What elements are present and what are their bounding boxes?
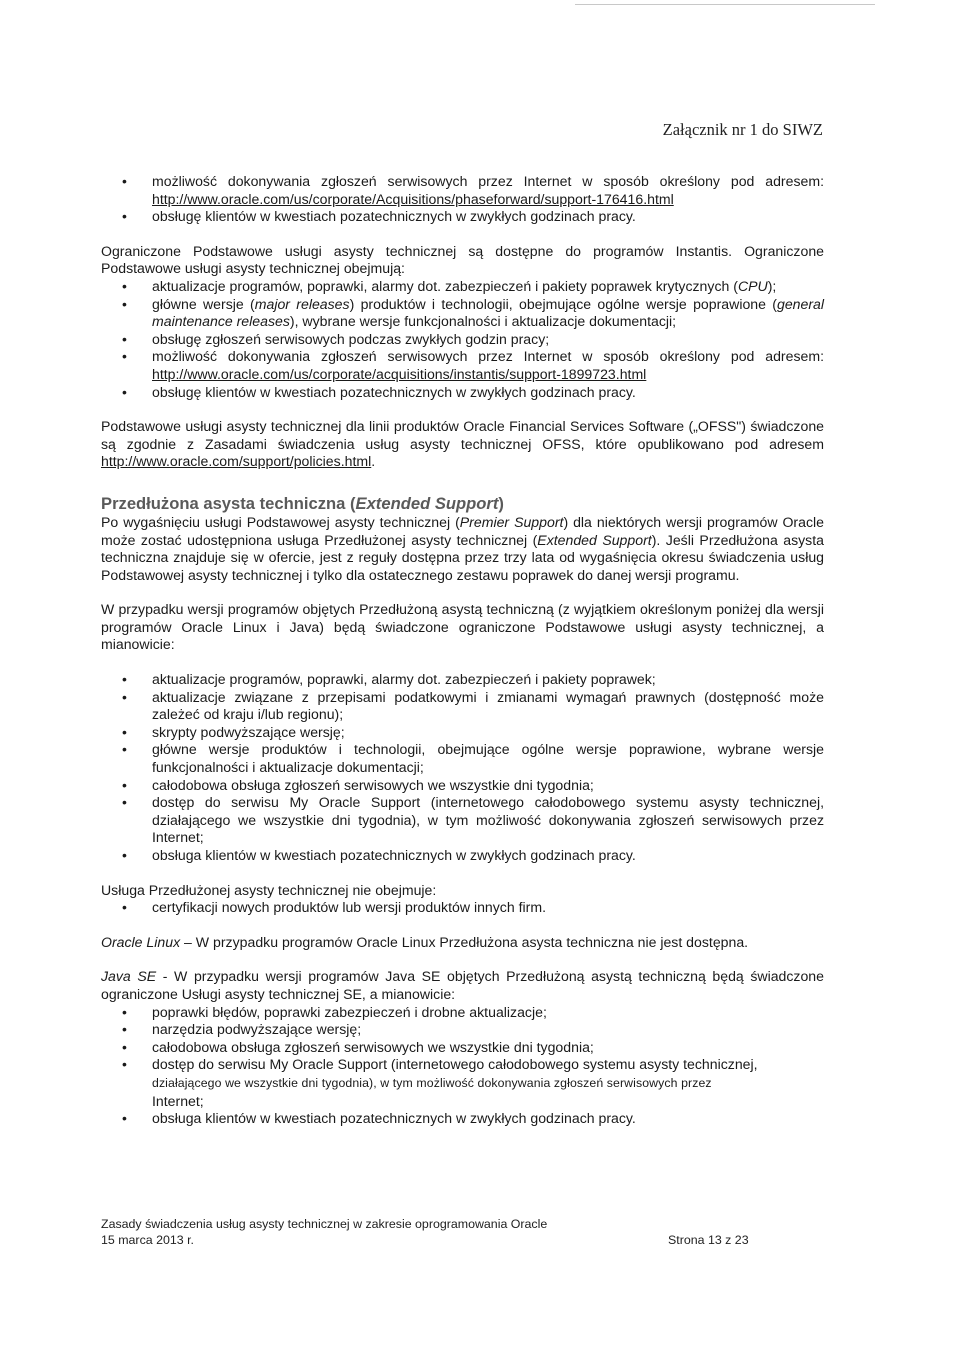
extended-paragraph-2: W przypadku wersji programów objętych Przedłużoną asystą techniczną (z wyjątkiem określonym poniżej dla wersji programów Oracle Linux i Java) będą świadczone ograniczone Podstawowe usługi asysty technicznej, a mianowicie: <box>101 601 824 653</box>
list-item: • dostęp do serwisu My Oracle Support (internetowego całodobowego systemu asysty technicznej, działającego we wszystkie dni tygodnia), w tym możliwość dokonywania zgłoszeń serwisowych przez Internet; <box>101 1056 824 1110</box>
list-item: • obsługa klientów w kwestiach pozatechnicznych w zwykłych godzinach pracy. <box>101 847 824 865</box>
page-number: Strona 13 z 23 <box>668 1233 749 1247</box>
list-item: • obsługa klientów w kwestiach pozatechnicznych w zwykłych godzinach pracy. <box>101 1110 824 1128</box>
list-item: • aktualizacje programów, poprawki, alarmy dot. zabezpieczeń i pakiety poprawek krytycznych (CPU); <box>101 278 824 296</box>
document-body <box>101 173 824 1128</box>
ofss-paragraph: Podstawowe usługi asysty technicznej dla linii produktów Oracle Financial Services Software („OFSS") świadczone są zgodnie z Zasadami świadczenia usług asysty technicznej OFSS, które opublikowano pod adresem http://www.oracle.com/support/policies.html. <box>101 418 824 470</box>
attachment-header: Załącznik nr 1 do SIWZ <box>662 120 823 139</box>
exclusions-list <box>101 899 824 917</box>
list-item: • całodobowa obsługa zgłoszeń serwisowych we wszystkie dni tygodnia; <box>101 777 824 795</box>
footer-date: 15 marca 2013 r. <box>101 1233 194 1247</box>
list-item: • certyfikacji nowych produktów lub wersji produktów innych firm. <box>101 899 824 917</box>
list-item: • aktualizacje programów, poprawki, alarmy dot. zabezpieczeń i pakiety poprawek; <box>101 671 824 689</box>
list-item: • główne wersje (major releases) produktów i technologii, obejmujące ogólne wersje poprawione (general maintenance releases), wybrane wersje funkcjonalności i aktualizacje dokumentacji; <box>101 296 824 331</box>
oracle-linux-paragraph: Oracle Linux – W przypadku programów Oracle Linux Przedłużona asysta techniczna nie jest dostępna. <box>101 933 749 950</box>
list-item: • możliwość dokonywania zgłoszeń serwisowych przez Internet w sposób określony pod adresem: http://www.oracle.com/us/corporate/acquisitions/instantis/support-1899723.html <box>101 348 824 383</box>
list-item: • skrypty podwyższające wersję; <box>101 724 824 742</box>
ofss-policies-link[interactable]: http://www.oracle.com/support/policies.html <box>101 453 372 470</box>
instantis-intro: Ograniczone Podstawowe usługi asysty technicznej są dostępne do programów Instantis. Ograniczone Podstawowe usługi asysty technicznej obejmują: <box>101 242 824 277</box>
extended-support-heading: Przedłużona asysta techniczna (Extended Support) <box>101 493 504 513</box>
top-list <box>101 173 824 226</box>
list-item: • obsługę klientów w kwestiach pozatechnicznych w zwykłych godzinach pracy. <box>101 384 824 402</box>
list-item: • obsługę zgłoszeń serwisowych podczas zwykłych godzin pracy; <box>101 331 824 349</box>
list-item: • całodobowa obsługa zgłoszeń serwisowych we wszystkie dni tygodnia; <box>101 1039 824 1057</box>
exclusions-intro: Usługa Przedłużonej asysty technicznej nie obejmuje: <box>101 881 437 898</box>
list-item: • główne wersje produktów i technologii, obejmujące ogólne wersje poprawione, wybrane wersje funkcjonalności i aktualizacje dokumentacji; <box>101 741 824 776</box>
java-se-paragraph: Java SE - W przypadku wersji programów Java SE objętych Przedłużoną asystą techniczną będą świadczone ograniczone Usługi asysty technicznej SE, a mianowicie: <box>101 968 824 1002</box>
java-se-list <box>101 1004 824 1128</box>
list-item: • aktualizacje związane z przepisami podatkowymi i zmianami wymagań prawnych (dostępność może zależeć od kraju i/lub regionu); <box>101 689 824 724</box>
page-footer <box>101 1216 761 1248</box>
list-item: • narzędzia podwyższające wersję; <box>101 1021 824 1039</box>
footer-title: Zasady świadczenia usług asysty technicznej w zakresie oprogramowania Oracle <box>101 1217 548 1231</box>
list-item: • poprawki błędów, poprawki zabezpieczeń i drobne aktualizacje; <box>101 1004 824 1022</box>
list-item: • możliwość dokonywania zgłoszeń serwisowych przez Internet w sposób określony pod adresem: http://www.oracle.com/us/corporate/Acquisitions/phaseforward/support-176416.html <box>101 173 824 208</box>
support-link-phaseforward[interactable]: http://www.oracle.com/us/corporate/Acquisitions/phaseforward/support-176416.html <box>152 190 674 207</box>
list-item: • dostęp do serwisu My Oracle Support (internetowego całodobowego systemu asysty technicznej, działającego we wszystkie dni tygodnia), w tym możliwość dokonywania zgłoszeń serwisowych przez Internet; <box>101 794 824 847</box>
instantis-list <box>101 278 824 401</box>
extended-list <box>101 671 824 865</box>
list-item: • obsługę klientów w kwestiach pozatechnicznych w zwykłych godzinach pracy. <box>101 208 824 226</box>
extended-paragraph-1: Po wygaśnięciu usługi Podstawowej asysty technicznej (Premier Support) dla niektórych wersji programów Oracle może zostać udostępniona usługa Przedłużonej asysty technicznej (Extended Support). Jeśli Przedłużona asysta techniczna znajduje się w ofercie, jest z reguły dostępna przez trzy lata od wygaśnięcia okresu świadczenia usług Podstawowej asysty technicznej i tylko dla ostatecznego zestawu poprawek do danej wersji programu. <box>101 513 824 583</box>
support-link-instantis[interactable]: http://www.oracle.com/us/corporate/acquisitions/instantis/support-1899723.html <box>152 365 647 382</box>
scan-top-line <box>575 4 875 5</box>
